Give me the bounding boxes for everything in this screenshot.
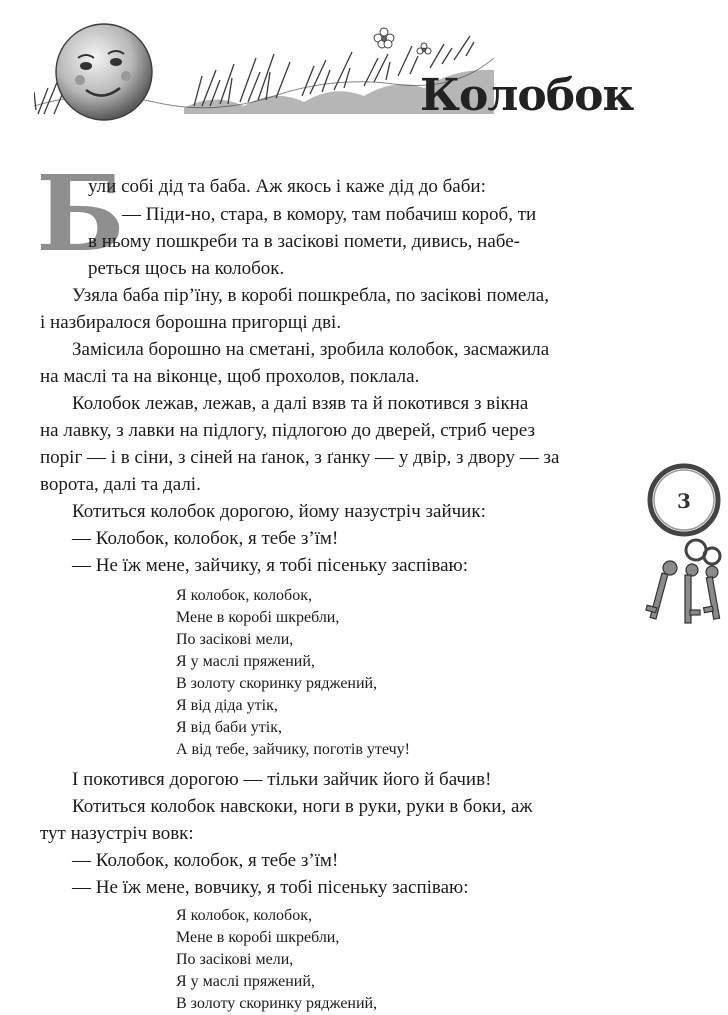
verse-line: Я у маслі пряжений, — [176, 653, 315, 670]
flower-icon — [374, 28, 431, 54]
text-line: тут назустріч вовк: — [40, 823, 194, 844]
text-line: поріг — і в сіни, з сіней на ґанок, з ґанку — у двір, з двору — за — [40, 447, 560, 468]
text-line: ули собі дід та баба. Аж якось і каже дід до баби: — [88, 176, 486, 197]
text-line: — Колобок, колобок, я тебе з’їм! — [72, 528, 339, 549]
text-line: і назбиралося борошна пригорщі дві. — [40, 312, 342, 333]
text-line: Котиться колобок навскоки, ноги в руки, руки в боки, аж — [72, 796, 533, 817]
text-line: І покотився дорогою — тільки зайчик його й бачив! — [72, 769, 492, 790]
text-line: Котиться колобок дорогою, йому назустріч зайчик: — [72, 501, 486, 522]
verse-line: Я колобок, колобок, — [176, 587, 312, 604]
text-line: Замісила борошно на сметані, зробила колобок, засмажила — [72, 339, 550, 360]
key-ring-page-marker — [640, 458, 728, 638]
text-line: на маслі та на віконце, щоб прохолов, поклала. — [40, 366, 420, 387]
text-line: — Не їж мене, зайчику, я тобі пісеньку заспіваю: — [72, 555, 469, 576]
text-line: — Колобок, колобок, я тебе з’їм! — [72, 850, 339, 871]
verse-line: Я у маслі пряжений, — [176, 973, 315, 990]
text-line: — Піди-но, стара, в комору, там побачиш короб, ти — [122, 204, 537, 225]
verse-line: Я від діда утік, — [176, 697, 278, 714]
verse-line: А від тебе, зайчику, поготів утечу! — [176, 741, 410, 758]
verse-line: Я від баби утік, — [176, 719, 282, 736]
text-line: на лавку, з лавки на підлогу, підлогою до дверей, стриб через — [40, 420, 535, 441]
text-line: в ньому пошкреби та в засікові помети, дивись, набе- — [88, 231, 520, 252]
verse-line: Мене в коробі шкребли, — [176, 929, 340, 946]
page-number: 3 — [677, 489, 691, 513]
verse-line: В золоту скоринку ряджений, — [176, 995, 378, 1012]
text-line: Колобок лежав, лежав, а далі взяв та й покотився з вікна — [72, 393, 529, 414]
text-line: — Не їж мене, вовчику, я тобі пісеньку заспіваю: — [72, 877, 469, 898]
key-icon — [646, 561, 720, 623]
verse-line: Мене в коробі шкребли, — [176, 609, 340, 626]
text-line: реться щось на колобок. — [88, 258, 285, 279]
verse-line: В золоту скоринку ряджений, — [176, 675, 378, 692]
verse-line: Я колобок, колобок, — [176, 907, 312, 924]
page-title: Колобок — [420, 70, 634, 121]
verse-line: По засікові мели, — [176, 951, 294, 968]
text-line: ворота, далі та далі. — [40, 474, 201, 495]
drop-cap: Б — [36, 152, 125, 275]
verse-line: По засікові мели, — [176, 631, 294, 648]
text-line: Узяла баба пір’їну, в коробі пошкребла, по засікові помела, — [72, 285, 549, 306]
